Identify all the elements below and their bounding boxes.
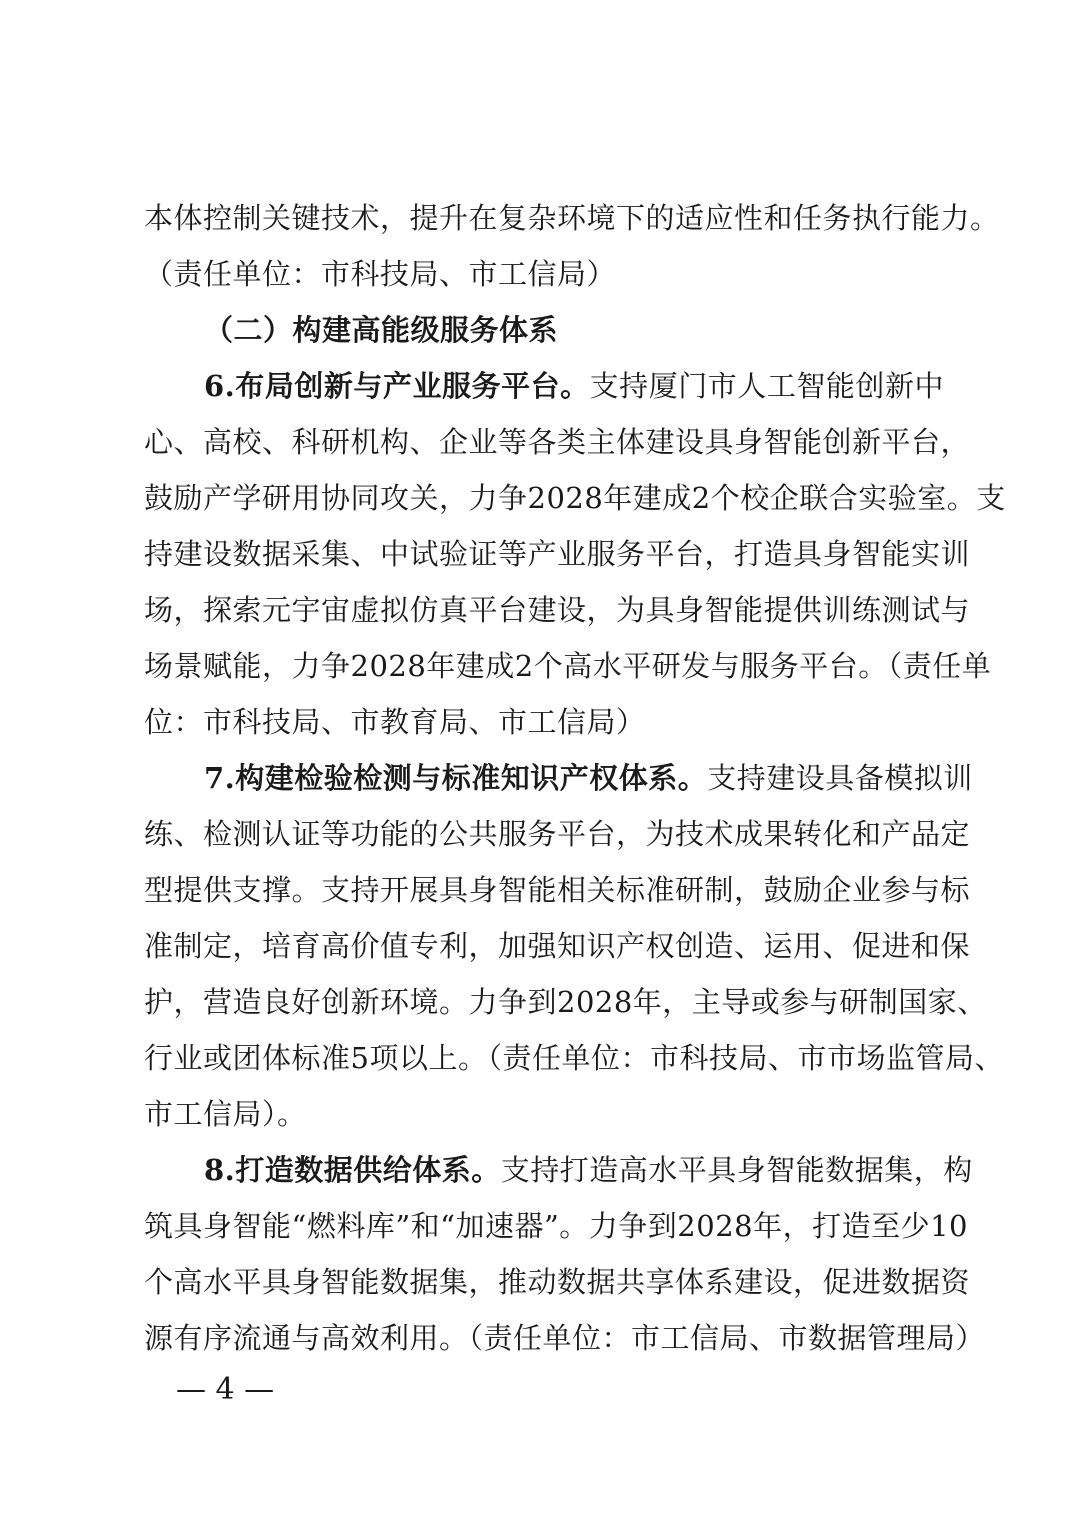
intro-line-2: （责任单位：市科技局、市工信局） <box>144 257 617 291</box>
item8-line-3: 个高水平具身智能数据集，推动数据共享体系建设，促进数据资 <box>144 1265 971 1299</box>
page-number: — 4 — <box>176 1372 275 1407</box>
intro-line-1: 本体控制关键技术，提升在复杂环境下的适应性和任务执行能力。 <box>144 201 1000 235</box>
item6-title: 6.布局创新与产业服务平台。 <box>204 369 590 403</box>
section-heading: （二）构建高能级服务体系 <box>204 313 559 347</box>
item8-title: 8.打造数据供给体系。 <box>204 1153 501 1187</box>
item7-line-6: 行业或团体标准5项以上。（责任单位：市科技局、市市场监管局、 <box>144 1041 1004 1075</box>
item7-line-5: 护，营造良好创新环境。力争到2028年，主导或参与研制国家、 <box>144 985 987 1019</box>
item7-line-1 <box>204 758 973 798</box>
item6-line-7: 位：市科技局、市教育局、市工信局） <box>144 705 646 739</box>
item7-line-7: 市工信局）。 <box>144 1097 307 1131</box>
item7-line-2: 练、检测认证等功能的公共服务平台，为技术成果转化和产品定 <box>144 817 971 851</box>
item8-line-1 <box>204 1150 973 1190</box>
item8-line-4: 源有序流通与高效利用。（责任单位：市工信局、市数据管理局） <box>144 1321 986 1355</box>
item6-line-6: 场景赋能，力争2028年建成2个高水平研发与服务平台。（责任单 <box>144 649 992 683</box>
item6-line-5: 场，探索元宇宙虚拟仿真平台建设，为具身智能提供训练测试与 <box>144 593 971 627</box>
item6-line-1 <box>204 366 944 406</box>
item7-title: 7.构建检验检测与标准知识产权体系。 <box>204 761 708 795</box>
item7-line-3: 型提供支撑。支持开展具身智能相关标准研制，鼓励企业参与标 <box>144 873 971 907</box>
item8-line-2: 筑具身智能“燃料库”和“加速器”。力争到2028年，打造至少10 <box>144 1209 969 1243</box>
item6-line-4: 持建设数据采集、中试验证等产业服务平台，打造具身智能实训 <box>144 537 971 571</box>
item6-line-3: 鼓励产学研用协同攻关，力争2028年建成2个校企联合实验室。支 <box>144 481 1006 515</box>
item7-line-1-text: 支持建设具备模拟训 <box>707 761 973 795</box>
item6-line-2: 心、高校、科研机构、企业等各类主体建设具身智能创新平台， <box>144 425 971 459</box>
item6-line-1-text: 支持厦门市人工智能创新中 <box>589 369 944 403</box>
item8-line-1-text: 支持打造高水平具身智能数据集，构 <box>500 1153 973 1187</box>
item7-line-4: 准制定，培育高价值专利，加强知识产权创造、运用、促进和保 <box>144 929 971 963</box>
